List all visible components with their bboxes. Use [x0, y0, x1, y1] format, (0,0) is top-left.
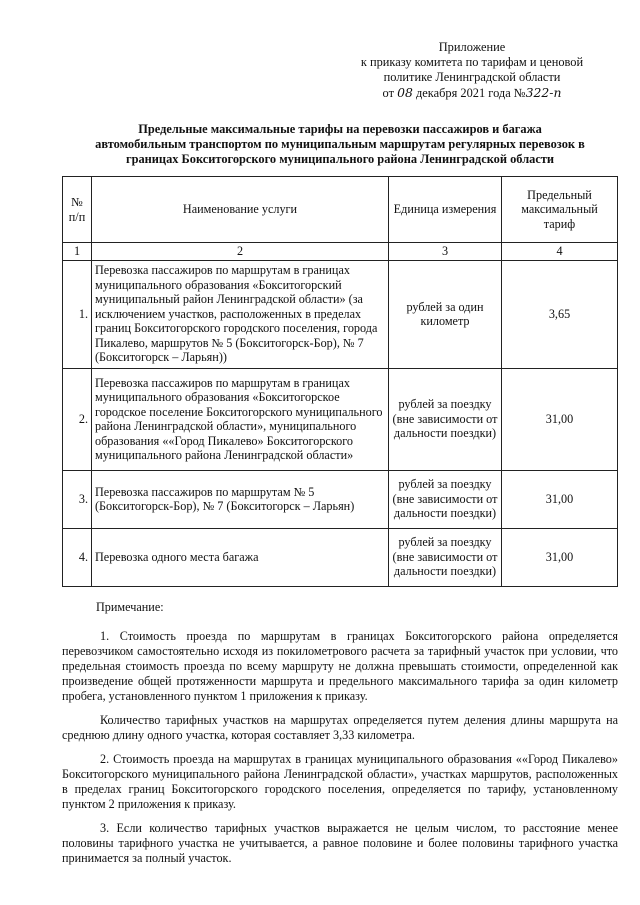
appendix-label: Приложение [438, 40, 506, 54]
note-paragraph-1: 1. Стоимость проезда по маршрутам в границах Бокситогорского района определяется перевозчиком самостоятельно исходя из покилометрового расчета за тарифный участок при условии, что предельная стоимость проезда по всему маршруту не должна превышать стоимости, определенной как произведение общей протяженности маршрута и предельного максимального тарифа за один километр пробега, установленного пунктом 1 приложения к приказу. [62, 629, 618, 703]
row-unit: рублей за один километр [389, 260, 502, 368]
table-header-row [63, 177, 618, 243]
row-tariff: 31,00 [502, 368, 618, 470]
row-num: 3. [63, 470, 92, 528]
row-tariff: 31,00 [502, 528, 618, 586]
table-row [63, 528, 618, 586]
note-paragraph-3: 2. Стоимость проезда на маршрутах в границах муниципального образования ««Город Пикалево» Бокситогорского муниципального района Ленинградской области», участках маршрутов, расположенных в пределах границ Бокситогорского городского поселения, определяется по тарифу, установленному пунктом 2 приложения к приказу. [62, 752, 618, 811]
row-num: 4. [63, 528, 92, 586]
table-row [63, 260, 618, 368]
appendix-order-ref: к приказу комитета по тарифам и ценовой [360, 55, 584, 69]
row-tariff: 31,00 [502, 470, 618, 528]
title-line-1: Предельные максимальные тарифы на перевозки пассажиров и багажа [138, 122, 542, 136]
appendix-committee: политике Ленинградской области [383, 70, 561, 84]
date-prefix: от [382, 86, 394, 100]
document-title [62, 122, 618, 167]
row-service: Перевозка пассажиров по маршрутам в границах муниципального образования «Бокситогорский муниципальный район Ленинградской области» (за исключением участков, расположенных в пределах границ Бокситогорского городского поселения, города Пикалево, маршрутов № 5 (Бокситогорск-Бор), № 7 (Бокситогорск – Ларьян)) [92, 260, 389, 368]
header-num: № п/п [63, 177, 92, 243]
row-service: Перевозка одного места багажа [92, 528, 389, 586]
title-line-2: автомобильным транспортом по муниципальным маршрутам регулярных перевозок в [95, 137, 585, 151]
row-unit: рублей за поездку (вне зависимости от дальности поездки) [389, 528, 502, 586]
col-index: 2 [92, 243, 389, 261]
order-number: 322-п [525, 85, 562, 100]
note-paragraph-2: Количество тарифных участков на маршрутах определяется путем деления длины маршрута на среднюю длину одного участка, которая составляет 3,33 километра. [62, 713, 618, 742]
table-row [63, 368, 618, 470]
col-index: 3 [389, 243, 502, 261]
note-paragraph-4: 3. Если количество тарифных участков выражается не целым числом, то расстояние менее половины тарифного участка не учитывается, а равное половине и более половины тарифного участка принимается за полный участок. [62, 821, 618, 865]
appendix-date-line [342, 85, 602, 101]
row-service: Перевозка пассажиров по маршрутам № 5 (Бокситогорск-Бор), № 7 (Бокситогорск – Ларьян) [92, 470, 389, 528]
row-service: Перевозка пассажиров по маршрутам в границах муниципального образования «Бокситогорское городское поселение Бокситогорского муниципального района Ленинградской области», муниципального образования ««Город Пикалево» Бокситогорского муниципального района Ленинградской области» [92, 368, 389, 470]
row-num: 2. [63, 368, 92, 470]
date-month-year: декабря 2021 года № [415, 86, 526, 100]
notes-header: Примечание: [96, 600, 164, 614]
row-tariff: 3,65 [502, 260, 618, 368]
header-tariff: Предельный максимальный тариф [502, 177, 618, 243]
notes-section [62, 600, 618, 875]
column-index-row [63, 243, 618, 261]
table-row [63, 470, 618, 528]
col-index: 4 [502, 243, 618, 261]
header-name: Наименование услуги [92, 177, 389, 243]
title-line-3: границах Бокситогорского муниципального района Ленинградской области [125, 152, 555, 166]
header-unit: Единица измерения [389, 177, 502, 243]
tariff-table [62, 176, 618, 587]
row-num: 1. [63, 260, 92, 368]
row-unit: рублей за поездку (вне зависимости от дальности поездки) [389, 368, 502, 470]
row-unit: рублей за поездку (вне зависимости от дальности поездки) [389, 470, 502, 528]
col-index: 1 [63, 243, 92, 261]
appendix-header [342, 40, 602, 101]
date-day: 08 [397, 85, 413, 100]
